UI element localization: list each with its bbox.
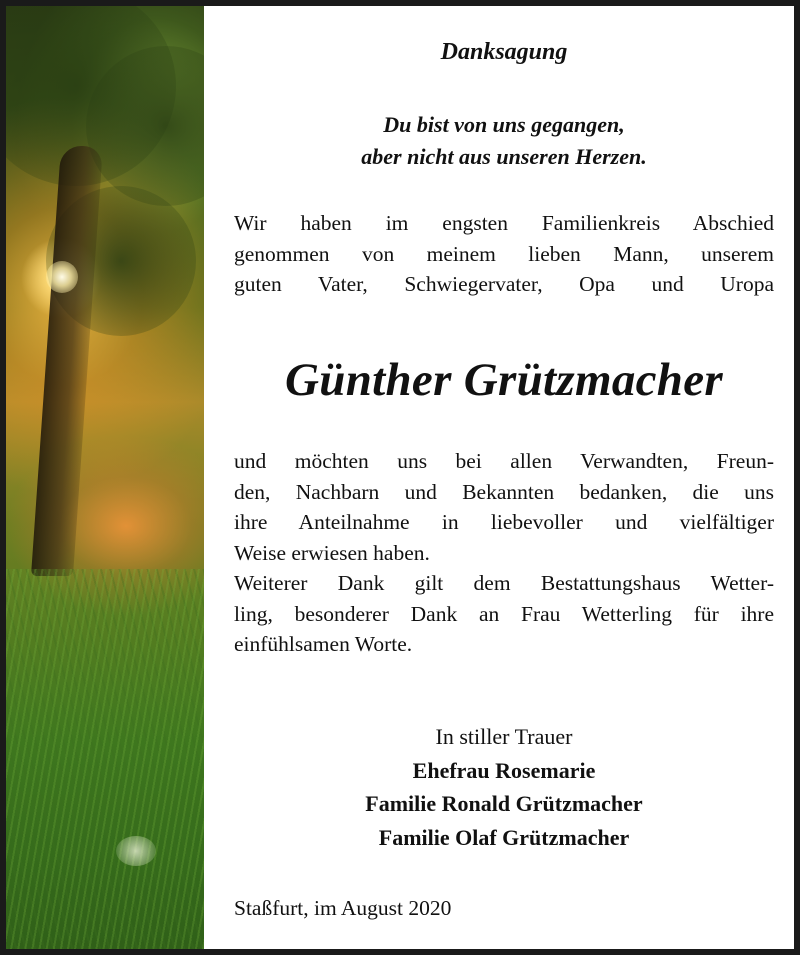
quote-line: Du bist von uns gegangen, bbox=[383, 112, 625, 137]
sunlit-tree-photo bbox=[6, 6, 204, 949]
intro-line: Wir haben im engsten Familienkreis Abschied bbox=[234, 211, 774, 235]
thanks-line: ling, besonderer Dank an Frau Wetterling für ihre bbox=[234, 601, 774, 626]
mourner-name: Familie Ronald Grützmacher bbox=[365, 791, 643, 816]
light-flare-shape bbox=[116, 836, 156, 866]
mourning-intro: In stiller Trauer bbox=[435, 724, 573, 749]
notice-heading: Danksagung bbox=[440, 39, 568, 65]
mourner-name: Ehefrau Rosemarie bbox=[412, 757, 596, 783]
thanks-line: einfühlsamen Worte. bbox=[234, 632, 413, 656]
thanks-line: Weiterer Dank gilt dem Bestattungshaus Wetter- bbox=[234, 571, 774, 595]
intro-paragraph bbox=[234, 208, 774, 300]
deceased-name: Günther Grützmacher bbox=[285, 354, 723, 406]
notice-text-column bbox=[234, 6, 774, 949]
thanks-line: den, Nachbarn und Bekannten bedanken, die uns bbox=[234, 479, 774, 504]
intro-line: genommen von meinem lieben Mann, unserem bbox=[234, 241, 774, 266]
thanks-line: Weise erwiesen haben. bbox=[234, 540, 430, 565]
memorial-quote bbox=[234, 109, 774, 173]
mourner-name: Familie Olaf Grützmacher bbox=[378, 824, 630, 850]
tree-trunk-shape bbox=[31, 146, 103, 576]
meadow-grass-shape bbox=[6, 569, 204, 949]
thanks-line: ihre Anteilnahme in liebevoller und vielfältiger bbox=[234, 510, 774, 534]
quote-line: aber nicht aus unseren Herzen. bbox=[361, 144, 647, 169]
mourners-signoff bbox=[234, 720, 774, 854]
intro-line: guten Vater, Schwiegervater, Opa und Uropa bbox=[234, 272, 774, 296]
thanks-line: und möchten uns bei allen Verwandten, Freun- bbox=[234, 449, 774, 473]
place-date: Staßfurt, im August 2020 bbox=[234, 896, 452, 920]
thanks-paragraph bbox=[234, 446, 774, 660]
sun-glow-shape bbox=[46, 261, 78, 293]
